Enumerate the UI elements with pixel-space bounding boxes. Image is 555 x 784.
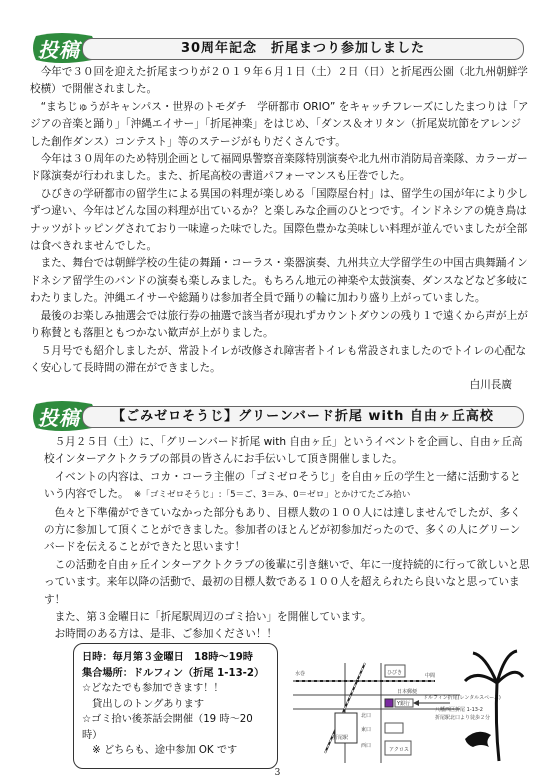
paragraph: 色々と下準備ができていなかった部分もあり、目標人数の１００人には達しませんでしたが、多くの方に参加して頂くことができました。参加者のほとんどが初参加だったので、多くの人にグリーンバードを伝えることができたと思います！ <box>44 506 521 554</box>
info-line: ☆ゴミ拾い後茶話会開催（19 時～20 時） <box>82 714 253 741</box>
map-label: 水巻 <box>295 671 306 677</box>
map-label: 折尾駅 <box>333 735 349 741</box>
article-body <box>30 64 530 395</box>
info-line: ☆どなたでも参加できます！！ <box>82 683 224 694</box>
meeting-place: 集合場所：ドルフィン（折尾 1-13-2） <box>82 667 265 679</box>
paragraph: 最後のお楽しみ抽選会では旅行券の抽選で該当者が現れずカウントダウンの残り１で遠くから声が上がり称賛とも落胆ともつかない歓声が上がりました。 <box>30 309 528 340</box>
event-schedule: 日時：毎月第３金曜日 18時～19時 <box>82 652 253 663</box>
paragraph: また、第３金曜日に「折尾駅周辺のゴミ拾い」を開催しています。 <box>54 611 372 624</box>
map-label: 北口 <box>361 713 372 719</box>
dolphin-icon <box>465 732 491 747</box>
access-map <box>285 643 525 769</box>
author-name: 白川長廣 <box>469 379 512 392</box>
map-label: アクロス <box>389 747 409 753</box>
contribution-badge: 投稿 <box>30 400 94 430</box>
page-number: 3 <box>274 768 281 778</box>
map-label: 東口 <box>361 727 372 733</box>
paragraph: この活動を自由ヶ丘インターアクトクラブの後輩に引き継いで、年に一度持続的に行って欲しいと思っています。来年以降の活動で、最初の目標人数である１００人を超えられたら良いなと思っています！ <box>44 558 530 606</box>
paragraph: ５月号でも紹介しましたが、常設トイレが改修され障害者トイレも常設されましたのでトイレの心配なく安心して長時間の滞在ができました。 <box>30 344 527 374</box>
map-label: Y銀行 <box>397 701 411 707</box>
contribution-badge: 投稿 <box>30 32 94 62</box>
event-info-box <box>73 643 278 769</box>
paragraph: ひびきの学研都市の留学生による異国の料理が楽しめる「国際屋台村」は、留学生の国が年により少しずつ違い、今年はどんな国の料理が出ているか？と楽しみな企画のひとつです。インドネシアの焼き鳥はナッツがトッピングされており一味違った味でした。国際色豊かな美味しい料理が並んでいましたが全部は食べきれませんでした。 <box>30 187 528 253</box>
gomizero-note: ※「ゴミゼロそうじ」:「5＝ご、3＝み、0＝ゼロ」とかけてたごみ拾い <box>134 490 411 501</box>
paragraph: お時間のある方は、是非、ご参加ください！！ <box>54 628 278 641</box>
paragraph: “まちじゅうがキャンパス・世界のトモダチ 学研都市 ORIO” をキャッチフレーズにしたまつりは「アジアの音楽と踊り」「沖縄エイサー」「折尾神楽」をはじめ、「ダンス＆オリタン（折尾炭坑節をアレンジした創作ダンス）コンテスト」等のステージがもりだくさんです。 <box>30 100 529 148</box>
paragraph: また、舞台では朝鮮学校の生徒の舞踊・コーラス・楽器演奏、九州共立大学留学生の中国古典舞踊インドネシア留学生のバンドの演奏も楽しみました。もちろん地元の神楽や太鼓演奏、ダンスなどなど多岐にわたりました。沖縄エイサーや総踊りは参加者全員で踊りの輪に加わり盛り上がっていました。 <box>30 257 528 305</box>
map-label: ひびき <box>387 670 403 676</box>
article-body <box>44 434 530 644</box>
dolphin-address: 八幡西区折尾 1-13-2 <box>435 707 483 713</box>
paragraph: ５月２５日（土）に、「グリーンバード折尾 with 自由ヶ丘」というイベントを企画し、自由ヶ丘高校インターアクトクラブの部員の皆さんにお手伝いして頂き開催しました。 <box>44 436 523 466</box>
map-label: 日本郵便 <box>397 689 418 695</box>
info-line: 貸出しのトングあります <box>82 698 205 710</box>
dolphin-access: 折尾駅北口より徒歩２分 <box>435 715 491 721</box>
article-title: 【ごみゼロそうじ】グリーンバード折尾 with 自由ヶ丘高校 <box>82 406 524 428</box>
map-label: 西口 <box>361 743 372 749</box>
paragraph: 今年で３０回を迎えた折尾まつりが２０１９年６月１日（土）２日（日）と折尾西公園（北九州朝鮮学校横）で開催されました。 <box>30 66 528 96</box>
article-title: 30周年記念 折尾まつり参加しました <box>82 38 524 60</box>
info-line: ※ どちらも、途中参加 OK です <box>82 745 238 756</box>
paragraph: イベントの内容は、コカ・コーラ主催の「ゴミゼロそうじ」を自由ヶ丘の学生と一緒に活動するという内容でした。 ※「ゴミゼロそうじ」:「5＝ご、3＝み、0＝ゼロ」とかけてたごみ拾い <box>44 470 521 501</box>
dolphin-label: ドルフィン折尾(レンタルスペース) <box>423 695 501 701</box>
paragraph: 今年は３０周年のため特別企画として福岡県警察音楽隊特別演奏や北九州市消防局音楽隊、カラーガード隊演奏が行われました。また、折尾高校の書道パフォーマンスも圧巻でした。 <box>30 153 528 183</box>
map-label: 中間 <box>425 673 436 679</box>
